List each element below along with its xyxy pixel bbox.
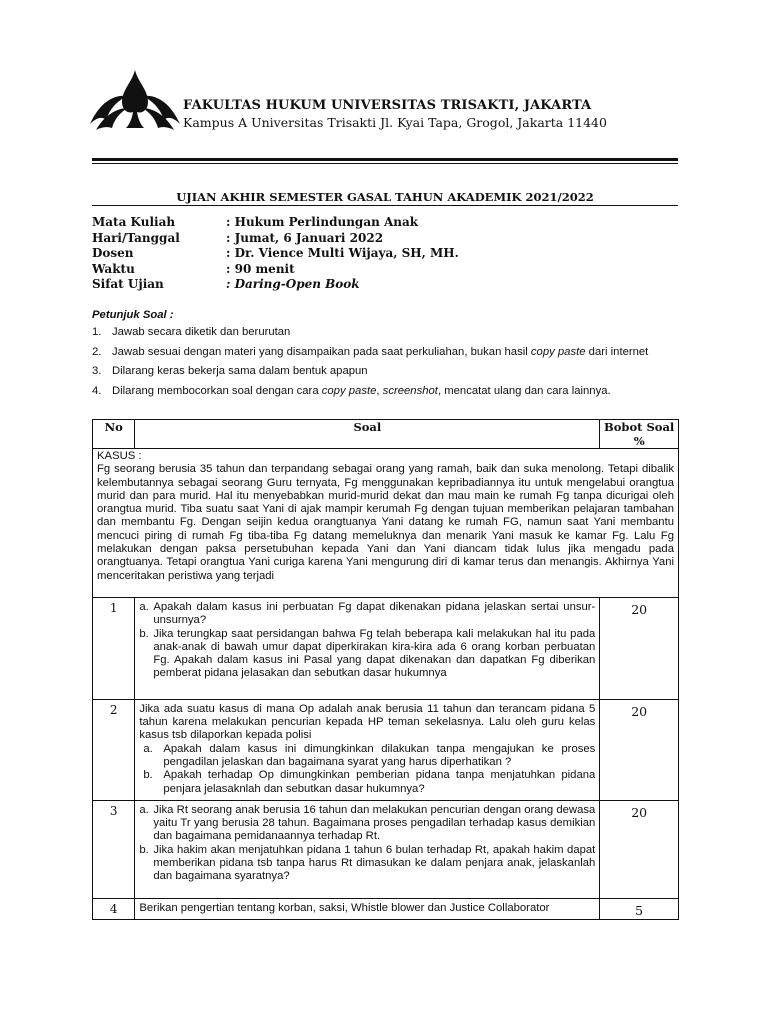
info-label: Waktu — [92, 261, 135, 276]
question-weight: 20 — [600, 699, 679, 800]
question-number: 1 — [93, 597, 135, 699]
sub-question: b. Apakah terhadap Op dimungkinkan pemberian pidana tanpa menjatuhkan pidana penjara jelasaknlah dan sebutkan dasar hukumnya? — [143, 769, 596, 795]
header-soal: Soal — [135, 420, 600, 449]
instruction-item — [92, 365, 680, 379]
instruction-number: 3. — [92, 365, 102, 377]
question-text: Berikan pengertian tentang korban, saksi, Whistle blower dan Justice Collaborator — [135, 898, 600, 919]
question-text — [135, 800, 600, 898]
instruction-text: Jawab secara diketik dan berurutan — [112, 326, 291, 338]
instruction-number: 2. — [92, 345, 102, 358]
info-value: : Daring-Open Book — [226, 277, 360, 291]
sub-question: b. Jika hakim akan menjatuhkan pidana 1 tahun 6 bulan terhadap Rt, apakah hakim dapat memberikan pidana tsb tanpa harus Rt dimasukan ke dalam penjara anak, jelaskanlah dan bagaimana syaratnya? — [139, 843, 596, 883]
question-intro: Jika ada suatu kasus di mana Op adalah anak berusia 11 tahun dan terancam pidana 5 tahun karena melakukan pencurian kepada HP teman sekelasnya. Lalu oleh guru kelas kasus tsb dilaporkan kepada polisi — [139, 702, 596, 742]
info-label: Hari/Tanggal — [92, 230, 180, 245]
header-bobot: Bobot Soal % — [600, 420, 679, 449]
questions-table — [92, 419, 679, 920]
instruction-item — [92, 385, 680, 399]
info-value: : Hukum Perlindungan Anak — [226, 215, 419, 229]
header-rule-thick — [92, 158, 678, 161]
instruction-item — [92, 326, 680, 340]
kasus-text: Fg seorang berusia 35 tahun dan terpandang sebagai orang yang ramah, baik dan suka menolong. Tetapi dibalik kelembutannya sebagai seorang Guru ternyata, Fg menggunakan kepribadiannya itu untuk mengelabui orangtua murid dan para murid. Hal itu menyebabkan murid-murid dekat dan mau main ke rumah Fg tanpa dicurigai oleh orangtua murid. Tiba suatu saat Yani di ajak mampir kerumah Fg dengan tujuan memberikan pelajaran tambahan dan membantu Fg. Dengan seijin kedua orangtuanya Yani datang ke rumah FG, namun saat Yani membantu mencuci piring di rumah Fg tiba-tiba Fg datang memeluknya dan menarik Yani masuk ke kamar Fg. Lalu Fg melakukan dengan paksa persetubuhan kepada Yani dan Yani diancam tidak lulus jika mengadu pada orangtuanya. Tetapi orangtua Yani curiga karena Yani mengurung diri di kamar terus dan menangis. Akhirnya Yani menceritakan peristiwa yang terjadi — [97, 463, 674, 582]
question-row — [93, 699, 679, 800]
info-value: : 90 menit — [226, 261, 295, 276]
info-row-time — [92, 262, 459, 278]
question-weight: 5 — [600, 898, 679, 919]
header-no: No — [93, 420, 135, 449]
instruction-item — [92, 346, 680, 360]
instruction-text: Dilarang keras bekerja sama dalam bentuk apapun — [112, 365, 368, 377]
instruction-text: Jawab sesuai dengan materi yang disampaikan pada saat perkuliahan, bukan hasil copy paste dari internet — [112, 345, 649, 358]
institution-name: FAKULTAS HUKUM UNIVERSITAS TRISAKTI, JAKARTA — [183, 98, 592, 113]
question-number: 4 — [93, 898, 135, 919]
question-row — [93, 898, 679, 919]
question-row — [93, 597, 679, 699]
instructions-list — [92, 326, 680, 404]
question-number: 3 — [93, 800, 135, 898]
instruction-number: 4. — [92, 384, 102, 397]
info-row-date — [92, 231, 459, 247]
kasus-label: KASUS : — [97, 450, 142, 462]
info-row-course — [92, 215, 459, 231]
question-row — [93, 800, 679, 898]
table-header-row — [93, 420, 679, 449]
kasus-cell — [93, 449, 679, 598]
exam-title: UJIAN AKHIR SEMESTER GASAL TAHUN AKADEMIK 2021/2022 — [176, 190, 594, 204]
info-row-lecturer — [92, 246, 459, 262]
title-rule — [92, 205, 678, 206]
header-rule-thin — [92, 163, 678, 164]
info-row-exam-type — [92, 277, 459, 293]
info-label: Mata Kuliah — [92, 215, 176, 229]
sub-question: a. Jika Rt seorang anak berusia 16 tahun dan melakukan pencurian dengan orang dewasa yaitu Tr yang berusia 28 tahun. Bagaimana proses pengadilan terhadap kasus demikian dan bagaimana pemidanaannya terhadap Rt. — [139, 803, 596, 843]
sub-question: a. Apakah dalam kasus ini dimungkinkan dilakukan tanpa mengajukan ke proses pengadilan jelaskan dan bagaimana syarat yang harus diperhatikan ? — [143, 742, 596, 768]
info-value: : Jumat, 6 Januari 2022 — [226, 230, 384, 245]
sub-question: b. Jika terungkap saat persidangan bahwa Fg telah beberapa kali melakukan hal itu pada anak-anak di bawah umur dapat diperkirakan kira-kira ada 6 orang korban perbuatan Fg. Apakah dalam kasus ini Pasal yang dapat dikenakan dan dapatkan Fg diberikan pemberat pidana jelasakan dan sebutkan dasar hukumnya — [139, 627, 596, 680]
instruction-text: Dilarang membocorkan soal dengan cara copy paste, screenshot, mencatat ulang dan cara lainnya. — [112, 384, 611, 397]
instructions-heading: Petunjuk Soal : — [92, 309, 174, 321]
sub-question: a. Apakah dalam kasus ini perbuatan Fg dapat dikenakan pidana jelaskan sertai unsur-unsurnya? — [139, 600, 596, 627]
question-text — [135, 597, 600, 699]
university-logo — [88, 68, 182, 136]
question-number: 2 — [93, 699, 135, 800]
info-label: Dosen — [92, 246, 134, 260]
info-value: : Dr. Vience Multi Wijaya, SH, MH. — [226, 246, 459, 260]
question-weight: 20 — [600, 800, 679, 898]
question-text — [135, 699, 600, 800]
institution-address: Kampus A Universitas Trisakti Jl. Kyai Tapa, Grogol, Jakarta 11440 — [183, 115, 607, 130]
instruction-number: 1. — [92, 326, 102, 338]
exam-info — [92, 215, 459, 293]
info-label: Sifat Ujian — [92, 277, 164, 291]
kasus-row — [93, 449, 679, 598]
question-weight: 20 — [600, 597, 679, 699]
